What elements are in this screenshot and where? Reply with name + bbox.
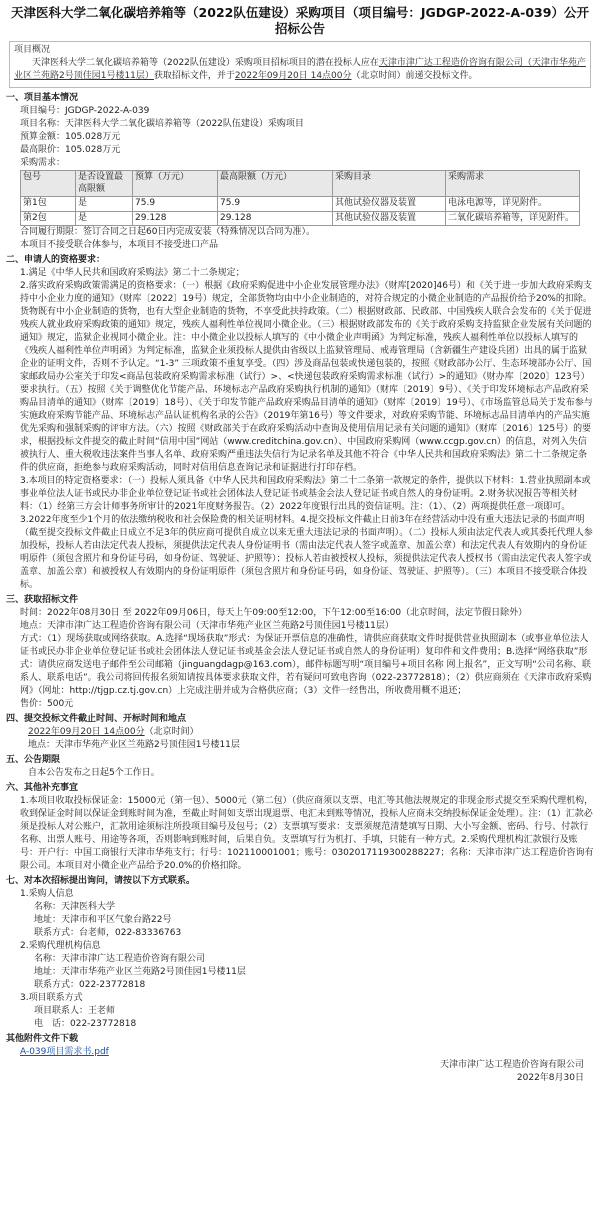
table-cell: 是 <box>76 197 133 212</box>
section-1-heading: 一、项目基本情况 <box>6 93 79 103</box>
table-cell: 二氧化碳培养箱等，详见附件。 <box>446 211 580 226</box>
contact-line: 名称：天津医科大学 <box>34 902 116 912</box>
page-title: 天津医科大学二氧化碳培养箱等（2022队伍建设）采购项目（项目编号：JGDGP-2022-A-039）公开招标公告 <box>11 5 589 36</box>
overview-text <box>14 57 586 83</box>
announcement-period: 自本公告发布之日起5个工作日。 <box>28 768 160 778</box>
contract-term: 合同履行期限：签订合同之日起60日内完成安装（特殊情况以合同为准）。 <box>20 227 315 237</box>
qualification-p2: 2.落实政府采购政策需满足的资格要求：（一）根据《政府采购促进中小企业发展管理办法》（财库[2020]46号）和《关于进一步加大政府采购支持中小企业力度的通知》（财库〔2022〕19号）规定，全部货物均由中小企业制造的，对符合规定的小微企业制造的产品报价给予20%的扣除。货物既有中小企业制造的货物，也有大型企业制造的货物，不享受此扶持政策。（二）根据财政部、民政部、中国残疾人联合会发布的《关于促进残疾人就业政府采购政策的通知》规定，残疾人福利性单位视同小微企业。（三）根据财政部发布的《关于政府采购支持监狱企业发展有关问题的通知》规定，监狱企业视同小微企业。注：中小微企业以投标人填写的《中小微企业声明函》为判定标准，残疾人福利性单位以投标人填写的《残疾人福利性单位声明函》为判定标准，监狱企业须投标人提供由省级以上监狱管理局、戒毒管理局（含新疆生产建设兵团）出具的属于监狱企业的证明文件，否则不予认定。“1-3” 三项政策不重复享受。（四）涉及商品包装或快递包装的，按照《财政部办公厅、生态环境部办公厅、国家邮政局办公室关于印发<商品包装政府采购需求标准（试行）>、<快递包装政府采购需求标准（试行）>的通知》（财办库〔2020〕123号）要求执行。（五）按照《关于调整优化节能产品、环境标志产品政府采购执行机制的通知》（财库〔2019〕9号）、《关于印发环境标志产品政府采购品目清单的通知》（财库〔2019〕18号）、《关于印发节能产品政府采购品目清单的通知》（财库〔2019〕19号）、《市场监管总局关于发布参与实施政府采购节能产品、环境标志产品认证机构名录的公告》（2019年第16号）等文件要求，对政府采购节能、环境标志品目清单内的产品实施优先采购和强制采购的评审方法。（六）按照《财政部关于在政府采购活动中查询及使用信用记录有关问题的通知》（财库〔2016〕125号）的要求，根据投标文件提交的截止时间“信用中国”网站（www.creditchina.gov.cn）、中国政府采购网（www.ccgp.gov.cn）的信息，对列入失信被执行人、重大税收违法案件当事人名单、政府采购严重违法失信行为记录名单及其他不符合《中华人民共和国政府采购法》第二十二条规定条件的供应商，拒绝参与政府采购活动，同时对信用信息查询记录和证据进行打印存档。 <box>20 281 593 473</box>
deadline-line <box>6 726 594 739</box>
contact-line: 2.采购代理机构信息 <box>20 941 101 951</box>
announcement-page <box>0 5 600 1206</box>
section-4-heading: 四、提交投标文件截止时间、开标时间和地点 <box>6 714 187 724</box>
contact-list <box>6 888 594 1031</box>
contact-line: 项目联系人：王老师 <box>34 1006 116 1016</box>
signature-company: 天津市津广达工程造价咨询有限公司 <box>439 1060 584 1070</box>
table-header: 预算（万元） <box>133 171 218 197</box>
table-cell: 29.128 <box>218 211 333 226</box>
section-6-heading: 六、其他补充事宜 <box>6 783 79 793</box>
table-cell: 75.9 <box>218 197 333 212</box>
overview-deadline: 2022年09月20日 14点00分 <box>234 71 352 81</box>
project-info-line: 项目名称：天津医科大学二氧化碳培养箱等（2022队伍建设）采购项目 <box>20 119 304 129</box>
deadline-time: 2022年09月20日 14点00分 <box>28 727 145 737</box>
qualification-p1: 1.满足《中华人民共和国政府采购法》第二十二条规定； <box>20 268 245 278</box>
table-row <box>21 211 580 226</box>
overview-label: 项目概况 <box>14 45 51 55</box>
table-cell: 是 <box>76 211 133 226</box>
contact-line: 地址：天津市和平区气象台路22号 <box>34 915 172 925</box>
requirements-table <box>20 170 580 226</box>
attachment-link[interactable]: A-039项目需求书.pdf <box>20 1047 109 1057</box>
project-info-lines <box>6 105 594 170</box>
table-row <box>21 197 580 212</box>
other-matters-text: 1.本项目收取投标保证金：15000元（第一包）、5000元（第二包）（供应商须以支票、电汇等其他法规规定的非现金形式提交至采购代理机构，收到保证金时间以保证金到账时间为准，至截止时间如支票出现退票、电汇未到账等情况，投标人应商未交纳投标保证金处理）。注：（1）汇款必须是投标人对公账户，汇款用途须标注所投项目编号及包号；（2）支票填写要求：支票须规范清楚填写日期、大小写金额、密码、行号、付款行名称、出票人账号、用途等各项，否则影响到账时间，后果自负。支票填写行为机打、手填，只能有一种方式。2.采购代理机构汇款银行及账号：开户行：中国工商银行天津市华苑支行；行号：102110001001；账号：0302017119300288227；名称：天津市津广达工程造价咨询有限公司。本项目对小微企业产品给予20.0%的价格扣除。 <box>20 796 594 871</box>
deadline-tz: （北京时间） <box>144 727 199 737</box>
consortium-note: 本项目不接受联合体参与，本项目不接受进口产品 <box>20 240 219 250</box>
table-cell: 29.128 <box>133 211 218 226</box>
deadline-location: 地点：天津市华苑产业区兰苑路2号顶佳园1号楼11层 <box>28 740 240 750</box>
table-header: 是否设置最高限额 <box>76 171 133 197</box>
qualification-p3: 3.本项目的特定资格要求：（一）投标人须具备《中华人民共和国政府采购法》第二十二条第一款规定的条件，提供以下材料：1.营业执照副本或事业单位法人证书或民办非企业单位登记证书或社会团体法人登记证书或基金会法人登记证书或自然人的身份证明。2.财务状况报告等相关材料：（1）经第三方会计师事务所审计的2021年度财务报告。（2）2022年度银行出具的资信证明。注：（1）、（2）两项提供任意一项即可。3.2022年度至少1个月的依法缴纳税收和社会保险费的相关证明材料。4.提交投标文件截止日前3年在经营活动中没有重大违法记录的书面声明（截至提交投标文件截止日成立不足3年的供应商可提供自成立以来无重大违法记录的书面声明）。（二）投标人须由法定代表人或其委托代理人参加投标，投标人若由法定代表人投标，须提供法定代表人身份证明书（需由法定代表人签字或盖章、加盖公章）和法定代表人有效期内的身份证明原件（须包含照片和身份证号码，如身份证、驾驶证、护照等）；投标人若由被授权人投标，须提供法定代表人授权书（需由法定代表人签字或盖章、加盖公章）和被授权人有效期内的身份证明原件（须包含照片和身份证号码，如身份证、驾驶证、护照等）。（三）本项目不接受联合体投标。 <box>20 476 593 590</box>
project-info-line: 采购需求： <box>20 158 66 168</box>
contact-line: 3.项目联系方式 <box>20 993 83 1003</box>
obtain-docs-text: 时间：2022年08月30日 至 2022年09月06日，每天上午09:00至12:00，下午12:00至16:00（北京时间，法定节假日除外） 地点：天津市津广达工程造价咨询有限公司（天津市华苑产业区兰苑路2号顶佳园1号楼11层） 方式：（1）现场获取或网络获取。A.选择“现场获取”形式：为保证开票信息的准确性，请供应商获取文件时提供营业执照副本（或事业单位法人证书或民办非企业单位登记证书或社会团体法人登记证书或基金会法人登记证书或自然人的身份证明）复印件和文件费用；B.选择“网络获取”形式：请供应商发送电子邮件至公司邮箱（jinguangdagp@163.com），邮件标题写明“项目编号+项目名称 网上报名”，正文写明“公司名称、联系人、联系电话”。我公司将回传报名须知请按具体要求获取文件，若有疑问可致电咨询（022-23772818）；（2）供应商须在《天津市政府采购网》（网址：http://tjgp.cz.tj.gov.cn）上完成注册并成为合格供应商；（3）文件一经售出，所收费用概不退还； 售价：500元 <box>20 608 592 709</box>
overview-text-c: 获取招标文件，并于 <box>153 71 235 81</box>
table-header: 包号 <box>21 171 76 197</box>
overview-text-e: （北京时间）前递交投标文件。 <box>351 71 478 81</box>
project-info-line: 预算金额：105.028万元 <box>20 132 121 142</box>
contact-line: 名称：天津市津广达工程造价咨询有限公司 <box>34 954 206 964</box>
contact-line: 地址：天津市华苑产业区兰苑路2号顶佳园1号楼11层 <box>34 967 246 977</box>
contact-line: 联系方式：022-23772818 <box>34 980 146 990</box>
project-info-line: 最高限价：105.028万元 <box>20 145 121 155</box>
table-header: 采购目录 <box>333 171 446 197</box>
project-info-line: 项目编号：JGDGP-2022-A-039 <box>20 106 150 116</box>
contact-line: 联系方式：台老师，022-83336763 <box>34 928 182 938</box>
table-cell: 电泳电源等，详见附件。 <box>446 197 580 212</box>
table-cell: 其他试验仪器及装置 <box>333 211 446 226</box>
overview-location: 天津市津广达工程造价咨询有限公司（天津市华苑产业区兰苑路2号顶佳园1号楼11层） <box>14 58 586 81</box>
table-cell: 第1包 <box>21 197 76 212</box>
table-header: 采购需求 <box>446 171 580 197</box>
contact-line: 1.采购人信息 <box>20 889 74 899</box>
table-cell: 第2包 <box>21 211 76 226</box>
table-header: 最高限额（万元） <box>218 171 333 197</box>
table-cell: 75.9 <box>133 197 218 212</box>
attachment-item <box>6 1046 594 1059</box>
signature-date: 2022年8月30日 <box>516 1073 584 1083</box>
section-3-heading: 三、获取招标文件 <box>6 595 79 605</box>
table-cell: 其他试验仪器及装置 <box>333 197 446 212</box>
section-2-heading: 二、申请人的资格要求： <box>6 255 106 265</box>
section-7-heading: 七、对本次招标提出询问，请按以下方式联系。 <box>6 876 196 886</box>
overview-text-a: 天津医科大学二氧化碳培养箱等（2022队伍建设）采购项目招标项目的潜在投标人应在 <box>32 58 379 68</box>
section-5-heading: 五、公告期限 <box>6 755 61 765</box>
table-header-row <box>21 171 580 197</box>
overview-box <box>9 41 591 88</box>
contact-line: 电 话：022-23772818 <box>34 1019 137 1029</box>
attachments-heading: 其他附件文件下载 <box>6 1034 79 1044</box>
